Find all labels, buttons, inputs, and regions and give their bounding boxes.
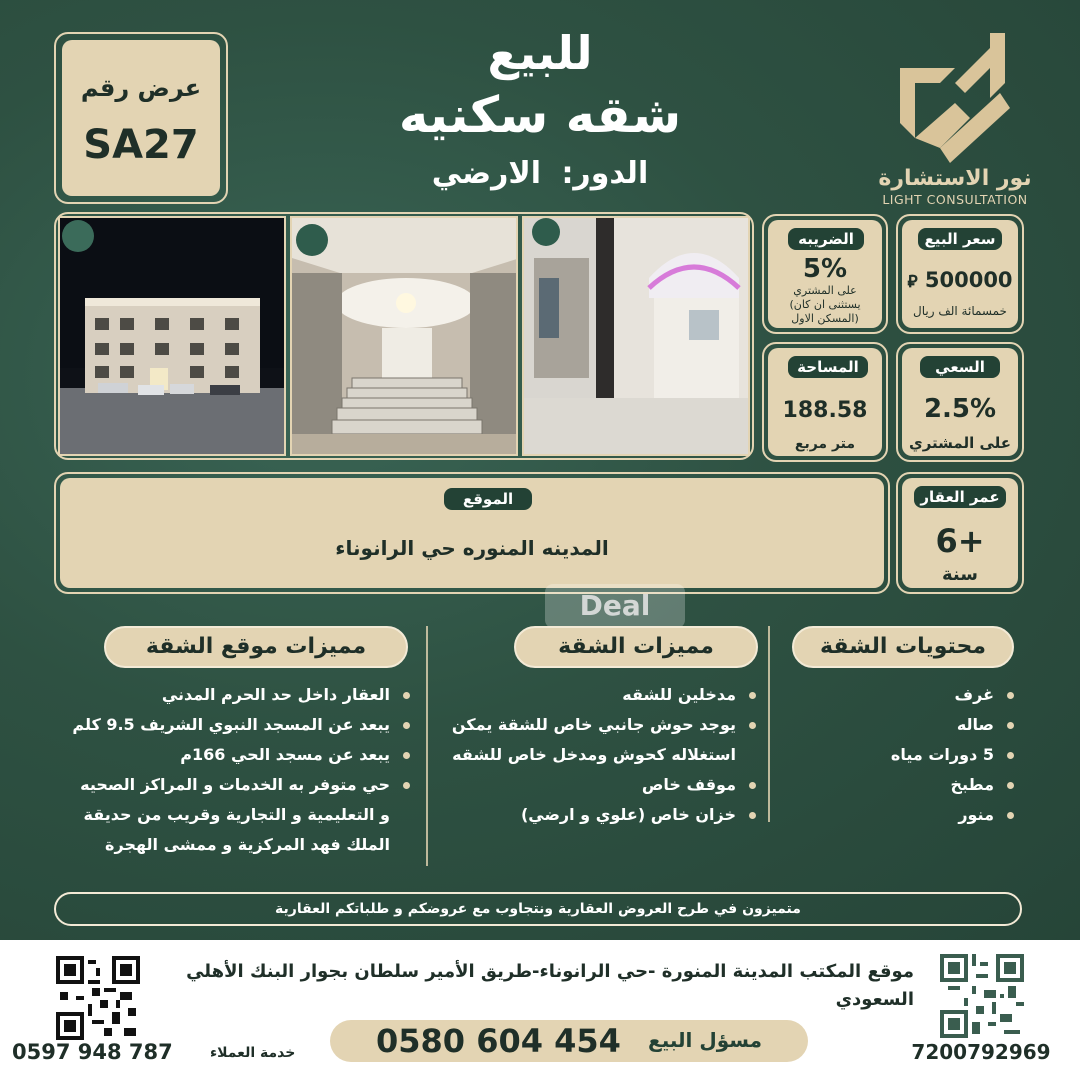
floor-label: الدور: [561, 156, 649, 191]
commission-note: على المشتري [908, 434, 1012, 452]
list-item: موقف خاص [432, 770, 762, 800]
qr-code-left[interactable] [56, 956, 140, 1040]
riyal-symbol-icon: ⃁ [907, 272, 918, 292]
column-divider [426, 626, 428, 866]
location-value: المدينه المنوره حي الرانوناء [335, 536, 609, 560]
logo-mark-icon [880, 28, 1030, 168]
price-value: 500000 [924, 268, 1013, 292]
list-item: غرف [800, 680, 1020, 710]
list-item: العقار داخل حد الحرم المدني [70, 680, 416, 710]
tax-note3: المسكن الاول) [791, 312, 859, 325]
brand-name-en: LIGHT CONSULTATION [882, 192, 1028, 207]
area-label: المساحة [788, 356, 868, 378]
commission-value: 2.5% [923, 394, 997, 424]
age-box [896, 472, 1024, 594]
deal-watermark [545, 584, 685, 628]
location-features-list [70, 680, 416, 860]
building-night-photo [58, 216, 286, 456]
list-item: خزان خاص (علوي و ارضي) [432, 800, 762, 830]
tax-note1: على المشتري [793, 284, 857, 297]
list-item: مطبخ [800, 770, 1020, 800]
floor-line [360, 156, 720, 191]
title-for-sale: للبيع [487, 26, 593, 80]
qr-code-right[interactable] [940, 954, 1024, 1038]
license-number: 7200792969 [911, 1040, 1051, 1064]
sales-contact-bar[interactable] [330, 1020, 808, 1062]
area-box [762, 342, 888, 462]
price-box [896, 214, 1024, 334]
price-words: خمسمائة الف ريال [913, 304, 1007, 318]
customer-service-line [12, 1040, 312, 1070]
location-box [54, 472, 890, 594]
title-apartment: شقه سكنيه [398, 86, 682, 144]
age-value: +6 [935, 522, 985, 560]
commission-box [896, 342, 1024, 462]
floor-value: الارضي [431, 156, 541, 191]
list-item: 5 دورات مياه [800, 740, 1020, 770]
age-unit: سنة [942, 564, 978, 585]
list-item: صاله [800, 710, 1020, 740]
list-item: يبعد عن المسجد النبوي الشريف 9.5 كلم [70, 710, 416, 740]
commission-label: السعي [920, 356, 1000, 378]
features-list [432, 680, 762, 830]
tagline: متميزون في طرح العروض العقارية ونتجاوب مع عروضكم و طلباتكم العقارية [54, 892, 1022, 926]
list-item: يبعد عن مسجد الحي 166م [70, 740, 416, 770]
office-address: موقع المكتب المدينة المنورة -حي الرانوناء-طريق الأمير سلطان بجوار البنك الأهلي السعودي [186, 961, 914, 1010]
cs-phone[interactable]: 0597 948 787 [12, 1040, 173, 1064]
list-item: منور [800, 800, 1020, 830]
brand-name-ar: نور الاستشارة [878, 166, 1032, 191]
age-label: عمر العقار [914, 486, 1006, 508]
list-item: يوجد حوش جانبي خاص للشقة يمكن استغلاله كحوش ومدخل خاص للشقه [432, 710, 762, 770]
tax-box [762, 214, 888, 334]
area-value: 188.58 [782, 398, 868, 423]
interior-photo [522, 216, 750, 456]
list-item: حي متوفر به الخدمات و المراكز الصحيه و التعليمية و التجارية وقريب من حديقة الملك فهد المركزية و ممشى الهجرة [70, 770, 416, 860]
watermark-text: Deal [579, 589, 651, 622]
tax-label: الضريبه [788, 228, 864, 250]
price-value-line [902, 268, 1018, 292]
location-label: الموقع [444, 488, 532, 510]
offer-label: عرض رقم [80, 74, 202, 102]
brand-logo [880, 28, 1030, 210]
sales-phone[interactable]: 0580 604 454 [376, 1022, 621, 1060]
offer-box [54, 32, 228, 204]
contents-title: محتويات الشقة [792, 626, 1014, 668]
contents-list [800, 680, 1020, 830]
area-unit: متر مربع [794, 436, 856, 452]
entrance-stairs-photo [290, 216, 518, 456]
column-divider [768, 626, 770, 822]
features-title: مميزات الشقة [514, 626, 758, 668]
sales-label: مسؤل البيع [648, 1028, 762, 1052]
list-item: مدخلين للشقه [432, 680, 762, 710]
cs-label: خدمة العملاء [210, 1045, 296, 1061]
location-features-title: مميزات موقع الشقة [104, 626, 408, 668]
price-label: سعر البيع [918, 228, 1002, 250]
offer-code: SA27 [83, 122, 199, 168]
tax-note2: (يستثنى ان كان [789, 298, 861, 311]
tax-value: 5% [802, 254, 848, 284]
